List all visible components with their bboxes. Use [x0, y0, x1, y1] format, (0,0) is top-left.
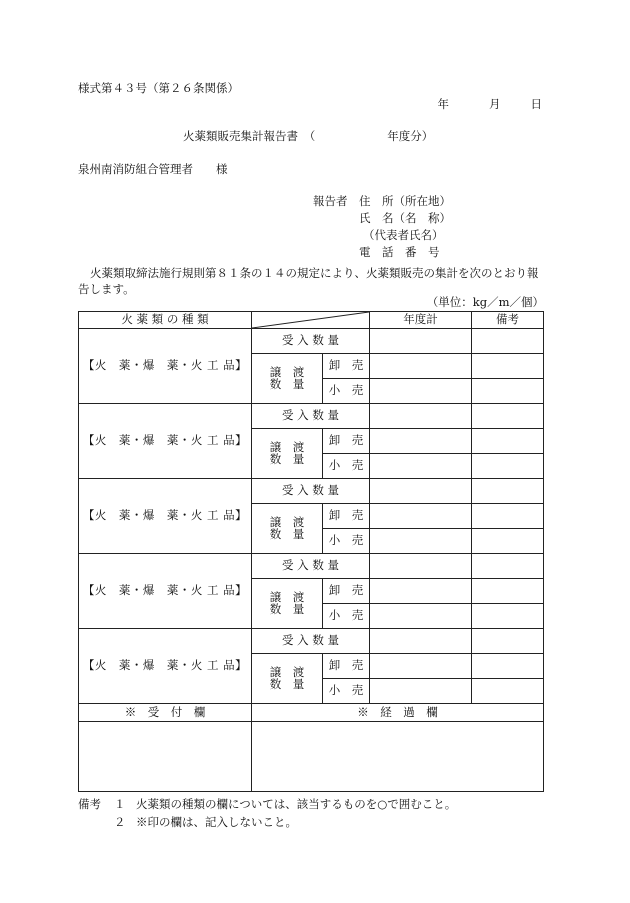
notes	[78, 795, 456, 831]
annual-total-cell[interactable]	[370, 529, 472, 554]
retail-label: 小 売	[323, 379, 370, 404]
retail-label: 小 売	[323, 529, 370, 554]
transfer-quantity-label: 譲 渡 数 量	[252, 579, 323, 629]
unit-note: （単位：kg／m／個）	[426, 295, 544, 309]
annual-total-cell[interactable]	[370, 554, 472, 579]
remarks-cell[interactable]	[472, 679, 544, 704]
reporter-representative: （代表者氏名）	[363, 228, 444, 242]
reception-cell[interactable]	[79, 722, 252, 792]
category-cell: 【火 薬・爆 薬・火 工 品】	[79, 329, 252, 404]
title-fiscal-year: 年度分）	[387, 129, 434, 143]
remarks-cell[interactable]	[472, 354, 544, 379]
wholesale-label: 卸 売	[323, 504, 370, 529]
header-diagonal	[252, 312, 370, 329]
wholesale-label: 卸 売	[323, 579, 370, 604]
annual-total-cell[interactable]	[370, 579, 472, 604]
category-cell: 【火 薬・爆 薬・火 工 品】	[79, 479, 252, 554]
document-title	[183, 131, 433, 143]
remarks-cell[interactable]	[472, 429, 544, 454]
received-label: 受 入 数 量	[252, 404, 370, 429]
annual-total-cell[interactable]	[370, 504, 472, 529]
annual-total-cell[interactable]	[370, 379, 472, 404]
reporter-label: 報告者	[313, 194, 348, 208]
report-date	[438, 99, 543, 111]
transfer-quantity-label: 譲 渡 数 量	[252, 429, 323, 479]
remarks-cell[interactable]	[472, 654, 544, 679]
header-row	[79, 312, 544, 329]
retail-label: 小 売	[323, 604, 370, 629]
reporter-address: 住 所（所在地）	[359, 194, 451, 208]
remarks-cell[interactable]	[472, 329, 544, 354]
table-row	[79, 329, 544, 354]
footer-header-row	[79, 704, 544, 722]
wholesale-label: 卸 売	[323, 654, 370, 679]
received-label: 受 入 数 量	[252, 629, 370, 654]
progress-header: ※ 経 過 欄	[252, 704, 544, 722]
note-text: 火薬類の種類の欄については、該当するものを○で囲むこと。	[136, 797, 457, 811]
remarks-cell[interactable]	[472, 604, 544, 629]
note-text: ※印の欄は、記入しないこと。	[136, 815, 297, 829]
annual-total-cell[interactable]	[370, 354, 472, 379]
reporter-name: 氏 名（名 称）	[359, 211, 451, 225]
remarks-cell[interactable]	[472, 529, 544, 554]
category-cell: 【火 薬・爆 薬・火 工 品】	[79, 404, 252, 479]
notes-label: 備考	[78, 797, 101, 811]
wholesale-label: 卸 売	[323, 429, 370, 454]
footer-blank-row	[79, 722, 544, 792]
remarks-cell[interactable]	[472, 629, 544, 654]
header-category: 火 薬 類 の 種 類	[79, 312, 252, 329]
note-number: ２	[114, 815, 126, 829]
table-row	[79, 479, 544, 504]
retail-label: 小 売	[323, 679, 370, 704]
annual-total-cell[interactable]	[370, 604, 472, 629]
table-row	[79, 404, 544, 429]
annual-total-cell[interactable]	[370, 679, 472, 704]
addressee: 泉州南消防組合管理者 様	[78, 162, 228, 176]
reception-header: ※ 受 付 欄	[79, 704, 252, 722]
received-label: 受 入 数 量	[252, 554, 370, 579]
category-cell: 【火 薬・爆 薬・火 工 品】	[79, 629, 252, 704]
date-month: 月	[489, 97, 501, 111]
table-row	[79, 554, 544, 579]
remarks-cell[interactable]	[472, 379, 544, 404]
reporter-phone: 電 話 番 号	[359, 245, 440, 259]
annual-total-cell[interactable]	[370, 654, 472, 679]
sales-summary-table	[78, 311, 544, 792]
date-year: 年	[437, 97, 449, 111]
remarks-cell[interactable]	[472, 579, 544, 604]
title-main: 火薬類販売集計報告書 （	[183, 129, 316, 143]
received-label: 受 入 数 量	[252, 329, 370, 354]
progress-cell[interactable]	[252, 722, 544, 792]
transfer-quantity-label: 譲 渡 数 量	[252, 654, 323, 704]
remarks-cell[interactable]	[472, 554, 544, 579]
annual-total-cell[interactable]	[370, 429, 472, 454]
body-text: 火薬類取締法施行規則第８１条の１４の規定により、火薬類販売の集計を次のとおり報告します。	[78, 266, 539, 296]
annual-total-cell[interactable]	[370, 329, 472, 354]
diagonal-line	[252, 312, 369, 328]
transfer-quantity-label: 譲 渡 数 量	[252, 354, 323, 404]
header-remarks: 備考	[472, 312, 544, 329]
date-day: 日	[530, 97, 542, 111]
remarks-cell[interactable]	[472, 404, 544, 429]
annual-total-cell[interactable]	[370, 404, 472, 429]
remarks-cell[interactable]	[472, 454, 544, 479]
remarks-cell[interactable]	[472, 504, 544, 529]
retail-label: 小 売	[323, 454, 370, 479]
wholesale-label: 卸 売	[323, 354, 370, 379]
received-label: 受 入 数 量	[252, 479, 370, 504]
category-cell: 【火 薬・爆 薬・火 工 品】	[79, 554, 252, 629]
remarks-cell[interactable]	[472, 479, 544, 504]
annual-total-cell[interactable]	[370, 629, 472, 654]
table-row	[79, 629, 544, 654]
annual-total-cell[interactable]	[370, 454, 472, 479]
annual-total-cell[interactable]	[370, 479, 472, 504]
header-annual-total: 年度計	[370, 312, 472, 329]
note-number: １	[114, 797, 126, 811]
form-number: 様式第４３号（第２６条関係）	[78, 81, 239, 95]
transfer-quantity-label: 譲 渡 数 量	[252, 504, 323, 554]
